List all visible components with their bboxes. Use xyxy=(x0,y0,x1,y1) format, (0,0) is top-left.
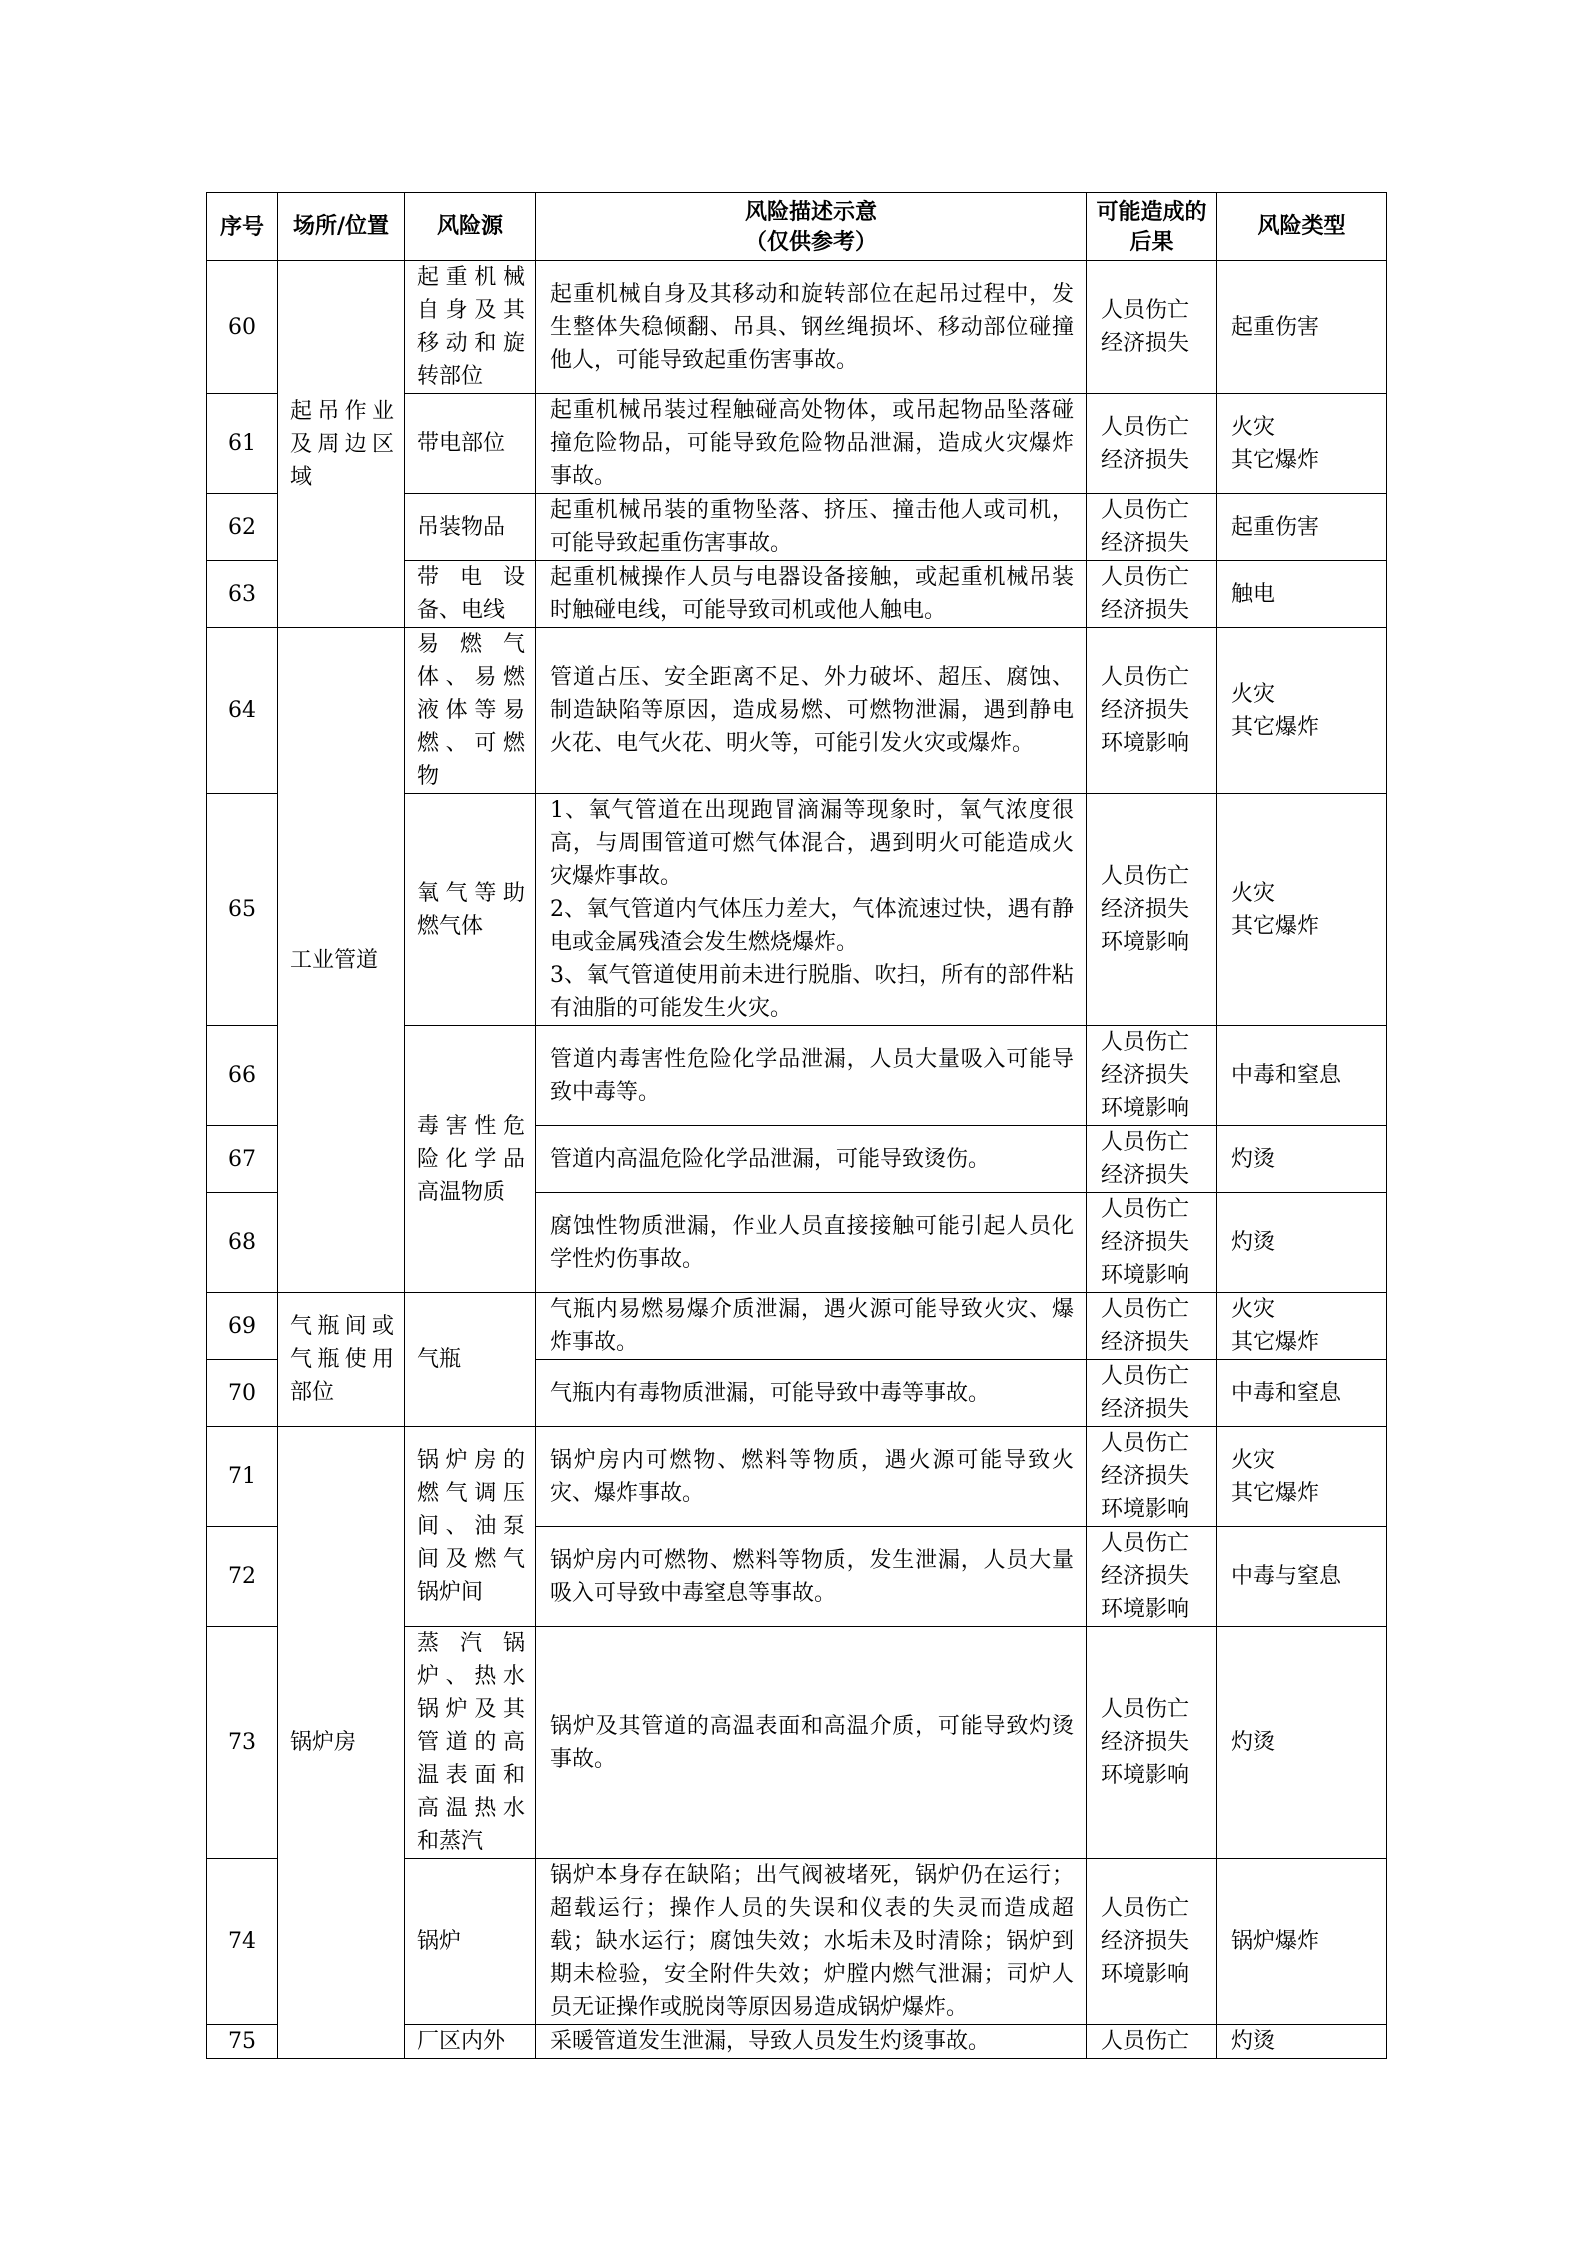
consequence-line: 人员伤亡 xyxy=(1101,1431,1190,1456)
risk-description-cell: 锅炉及其管道的高温表面和高温介质，可能导致灼烫事故。 xyxy=(536,1627,1087,1859)
row-number: 69 xyxy=(207,1293,278,1360)
consequence-line: 经济损失 xyxy=(1101,1464,1190,1489)
risk-description-cell: 锅炉本身存在缺陷；出气阀被堵死，锅炉仍在运行；超载运行；操作人员的失误和仪表的失灵而造成超载；缺水运行；腐蚀失效；水垢未及时清除；锅炉到期未检验，安全附件失效；炉膛内燃气泄漏；司炉人员无证操作或脱岗等原因易造成锅炉爆炸。 xyxy=(536,1859,1087,2025)
risk-type-line: 中毒和窒息 xyxy=(1231,1380,1342,1406)
risk-type-line: 其它爆炸 xyxy=(1231,913,1320,939)
consequence-line: 经济损失 xyxy=(1101,447,1190,473)
risk-source-cell: 厂区内外 xyxy=(405,2025,536,2059)
table-row xyxy=(207,1427,1387,1527)
header-source: 风险源 xyxy=(405,193,536,261)
location-cell: 气瓶间或气瓶使用部位 xyxy=(278,1293,405,1427)
row-number: 67 xyxy=(207,1126,278,1193)
row-number: 68 xyxy=(207,1193,278,1293)
risk-description-cell: 起重机械自身及其移动和旋转部位在起吊过程中，发生整体失稳倾翻、吊具、钢丝绳损坏、移动部位碰撞他人，可能导致起重伤害事故。 xyxy=(536,261,1087,394)
consequence-line: 人员伤亡 xyxy=(1101,864,1190,889)
risk-type-cell xyxy=(1217,628,1387,794)
risk-type-line: 火灾 xyxy=(1231,1447,1276,1473)
row-number: 74 xyxy=(207,1859,278,2025)
risk-description-item: 2、氧气管道内气体压力差大，气体流速过快，遇有静电或金属残渣会发生燃烧爆炸。 xyxy=(550,897,1074,955)
row-number: 64 xyxy=(207,628,278,794)
risk-description-cell: 起重机械吊装的重物坠落、挤压、撞击他人或司机，可能导致起重伤害事故。 xyxy=(536,494,1087,561)
risk-type-cell xyxy=(1217,561,1387,628)
consequence-cell xyxy=(1087,261,1217,394)
consequence-line: 人员伤亡 xyxy=(1101,1297,1190,1322)
consequence-line: 人员伤亡 xyxy=(1101,665,1190,690)
risk-type-cell xyxy=(1217,261,1387,394)
risk-source-cell: 锅炉房的燃气调压间、油泵间及燃气锅炉间 xyxy=(405,1427,536,1627)
header-consequence: 可能造成的后果 xyxy=(1087,193,1217,261)
risk-type-cell xyxy=(1217,494,1387,561)
row-number: 73 xyxy=(207,1627,278,1859)
consequence-line: 人员伤亡 xyxy=(1101,1364,1190,1389)
header-description xyxy=(536,193,1087,261)
consequence-cell xyxy=(1087,794,1217,1026)
consequence-line: 环境影响 xyxy=(1101,1096,1190,1121)
consequence-line: 环境影响 xyxy=(1101,1597,1190,1622)
consequence-cell xyxy=(1087,1527,1217,1627)
header-no: 序号 xyxy=(207,193,278,261)
header-location: 场所/位置 xyxy=(278,193,405,261)
risk-source-cell: 锅炉 xyxy=(405,1859,536,2025)
risk-type-line: 起重伤害 xyxy=(1231,514,1320,540)
location-cell: 起吊作业及周边区域 xyxy=(278,261,405,628)
risk-type-cell xyxy=(1217,394,1387,494)
risk-type-line: 火灾 xyxy=(1231,1297,1276,1322)
consequence-line: 环境影响 xyxy=(1101,1497,1190,1522)
consequence-line: 人员伤亡 xyxy=(1101,414,1190,440)
consequence-cell xyxy=(1087,494,1217,561)
risk-type-line: 火灾 xyxy=(1231,414,1276,440)
consequence-cell xyxy=(1087,1293,1217,1360)
consequence-line: 经济损失 xyxy=(1101,897,1190,922)
row-number: 62 xyxy=(207,494,278,561)
header-row xyxy=(207,193,1387,261)
risk-type-line: 灼烫 xyxy=(1231,2029,1276,2054)
risk-source-cell: 毒害性危险化学品高温物质 xyxy=(405,1026,536,1293)
consequence-cell xyxy=(1087,1427,1217,1527)
location-cell: 工业管道 xyxy=(278,628,405,1293)
risk-type-cell xyxy=(1217,1360,1387,1427)
risk-type-cell xyxy=(1217,1193,1387,1293)
risk-type-line: 其它爆炸 xyxy=(1231,447,1320,473)
risk-description-cell: 起重机械吊装过程触碰高处物体，或吊起物品坠落碰撞危险物品，可能导致危险物品泄漏，造成火灾爆炸事故。 xyxy=(536,394,1087,494)
consequence-cell xyxy=(1087,1026,1217,1126)
risk-description-cell: 锅炉房内可燃物、燃料等物质，遇火源可能导致火灾、爆炸事故。 xyxy=(536,1427,1087,1527)
risk-description-cell: 起重机械操作人员与电器设备接触，或起重机械吊装时触碰电线，可能导致司机或他人触电。 xyxy=(536,561,1087,628)
consequence-line: 经济损失 xyxy=(1101,1063,1190,1088)
risk-type-cell xyxy=(1217,794,1387,1026)
row-number: 66 xyxy=(207,1026,278,1126)
risk-type-line: 其它爆炸 xyxy=(1231,714,1320,740)
risk-description-cell: 采暖管道发生泄漏，导致人员发生灼烫事故。 xyxy=(536,2025,1087,2059)
row-number: 60 xyxy=(207,261,278,394)
header-description-title: 风险描述示意 xyxy=(744,198,877,225)
risk-source-cell: 气瓶 xyxy=(405,1293,536,1427)
consequence-line: 人员伤亡 xyxy=(1101,498,1190,523)
consequence-line: 人员伤亡 xyxy=(1101,1030,1190,1055)
risk-source-cell: 蒸汽锅炉、热水锅炉及其管道的高温表面和高温热水和蒸汽 xyxy=(405,1627,536,1859)
table-row xyxy=(207,261,1387,394)
consequence-line: 人员伤亡 xyxy=(1101,1130,1190,1155)
risk-table xyxy=(206,192,1387,2059)
risk-type-cell xyxy=(1217,1293,1387,1360)
consequence-cell xyxy=(1087,628,1217,794)
consequence-cell xyxy=(1087,1627,1217,1859)
consequence-cell xyxy=(1087,1193,1217,1293)
consequence-line: 经济损失 xyxy=(1101,1330,1190,1355)
consequence-line: 经济损失 xyxy=(1101,531,1190,556)
risk-type-cell xyxy=(1217,2025,1387,2059)
location-cell: 锅炉房 xyxy=(278,1427,405,2059)
consequence-line: 环境影响 xyxy=(1101,1962,1190,1987)
consequence-line: 人员伤亡 xyxy=(1101,1697,1190,1722)
risk-description-cell: 锅炉房内可燃物、燃料等物质，发生泄漏，人员大量吸入可导致中毒窒息等事故。 xyxy=(536,1527,1087,1627)
risk-description-cell: 管道内高温危险化学品泄漏，可能导致烫伤。 xyxy=(536,1126,1087,1193)
row-number: 70 xyxy=(207,1360,278,1427)
risk-source-cell: 氧气等助燃气体 xyxy=(405,794,536,1026)
risk-type-line: 灼烫 xyxy=(1231,1230,1276,1255)
row-number: 61 xyxy=(207,394,278,494)
risk-type-cell xyxy=(1217,1627,1387,1859)
risk-type-cell xyxy=(1217,1859,1387,2025)
consequence-line: 人员伤亡 xyxy=(1101,565,1190,590)
table-row xyxy=(207,628,1387,794)
risk-type-cell xyxy=(1217,1126,1387,1193)
risk-source-cell: 吊装物品 xyxy=(405,494,536,561)
consequence-line: 人员伤亡 xyxy=(1101,298,1190,323)
risk-type-line: 起重伤害 xyxy=(1231,314,1320,340)
consequence-line: 经济损失 xyxy=(1101,698,1190,723)
risk-description-cell: 气瓶内有毒物质泄漏，可能导致中毒等事故。 xyxy=(536,1360,1087,1427)
consequence-cell xyxy=(1087,561,1217,628)
consequence-line: 经济损失 xyxy=(1101,1564,1190,1589)
row-number: 72 xyxy=(207,1527,278,1627)
risk-source-cell: 起重机械自身及其移动和旋转部位 xyxy=(405,261,536,394)
consequence-line: 经济损失 xyxy=(1101,598,1190,623)
risk-type-cell xyxy=(1217,1026,1387,1126)
risk-type-line: 触电 xyxy=(1231,581,1276,607)
header-type: 风险类型 xyxy=(1217,193,1387,261)
row-number: 71 xyxy=(207,1427,278,1527)
row-number: 65 xyxy=(207,794,278,1026)
consequence-line: 经济损失 xyxy=(1101,1730,1190,1755)
risk-description-cell xyxy=(536,794,1087,1026)
table-row xyxy=(207,1293,1387,1360)
risk-type-line: 火灾 xyxy=(1231,880,1276,906)
risk-source-cell: 带电部位 xyxy=(405,394,536,494)
consequence-line: 经济损失 xyxy=(1101,1230,1190,1255)
risk-description-item: 1、氧气管道在出现跑冒滴漏等现象时，氧气浓度很高，与周围管道可燃气体混合，遇到明火可能造成火灾爆炸事故。 xyxy=(550,798,1074,889)
risk-type-cell xyxy=(1217,1427,1387,1527)
consequence-cell xyxy=(1087,1859,1217,2025)
risk-type-line: 锅炉爆炸 xyxy=(1231,1929,1320,1954)
risk-description-cell: 腐蚀性物质泄漏，作业人员直接接触可能引起人员化学性灼伤事故。 xyxy=(536,1193,1087,1293)
consequence-line: 经济损失 xyxy=(1101,1163,1190,1188)
consequence-line: 人员伤亡 xyxy=(1101,1531,1190,1556)
row-number: 63 xyxy=(207,561,278,628)
consequence-cell xyxy=(1087,2025,1217,2059)
risk-source-cell: 带电设备、电线 xyxy=(405,561,536,628)
consequence-line: 人员伤亡 xyxy=(1101,1197,1190,1222)
risk-description-cell: 气瓶内易燃易爆介质泄漏，遇火源可能导致火灾、爆炸事故。 xyxy=(536,1293,1087,1360)
risk-type-line: 灼烫 xyxy=(1231,1730,1276,1755)
risk-type-line: 其它爆炸 xyxy=(1231,1480,1320,1506)
consequence-line: 经济损失 xyxy=(1101,1929,1190,1954)
risk-description-item: 3、氧气管道使用前未进行脱脂、吹扫，所有的部件粘有油脂的可能发生火灾。 xyxy=(550,963,1074,1021)
risk-description-cell: 管道内毒害性危险化学品泄漏，人员大量吸入可能导致中毒等。 xyxy=(536,1026,1087,1126)
consequence-cell xyxy=(1087,1360,1217,1427)
risk-source-cell: 易燃气体、易燃液体等易燃、可燃物 xyxy=(405,628,536,794)
risk-description-cell: 管道占压、安全距离不足、外力破坏、超压、腐蚀、制造缺陷等原因，造成易燃、可燃物泄漏，遇到静电火花、电气火花、明火等，可能引发火灾或爆炸。 xyxy=(536,628,1087,794)
risk-type-line: 中毒与窒息 xyxy=(1231,1564,1342,1589)
consequence-line: 人员伤亡 xyxy=(1101,2029,1190,2054)
risk-type-line: 灼烫 xyxy=(1231,1146,1276,1172)
consequence-line: 环境影响 xyxy=(1101,1763,1190,1788)
consequence-line: 经济损失 xyxy=(1101,1397,1190,1422)
header-description-note: （仅供参考） xyxy=(744,228,877,255)
consequence-line: 经济损失 xyxy=(1101,331,1190,356)
risk-type-line: 火灾 xyxy=(1231,681,1276,707)
row-number: 75 xyxy=(207,2025,278,2059)
consequence-cell xyxy=(1087,1126,1217,1193)
risk-type-line: 中毒和窒息 xyxy=(1231,1063,1342,1088)
consequence-cell xyxy=(1087,394,1217,494)
risk-type-cell xyxy=(1217,1527,1387,1627)
consequence-line: 环境影响 xyxy=(1101,731,1190,756)
consequence-line: 人员伤亡 xyxy=(1101,1896,1190,1921)
risk-type-line: 其它爆炸 xyxy=(1231,1330,1320,1355)
consequence-line: 环境影响 xyxy=(1101,1263,1190,1288)
consequence-line: 环境影响 xyxy=(1101,930,1190,955)
